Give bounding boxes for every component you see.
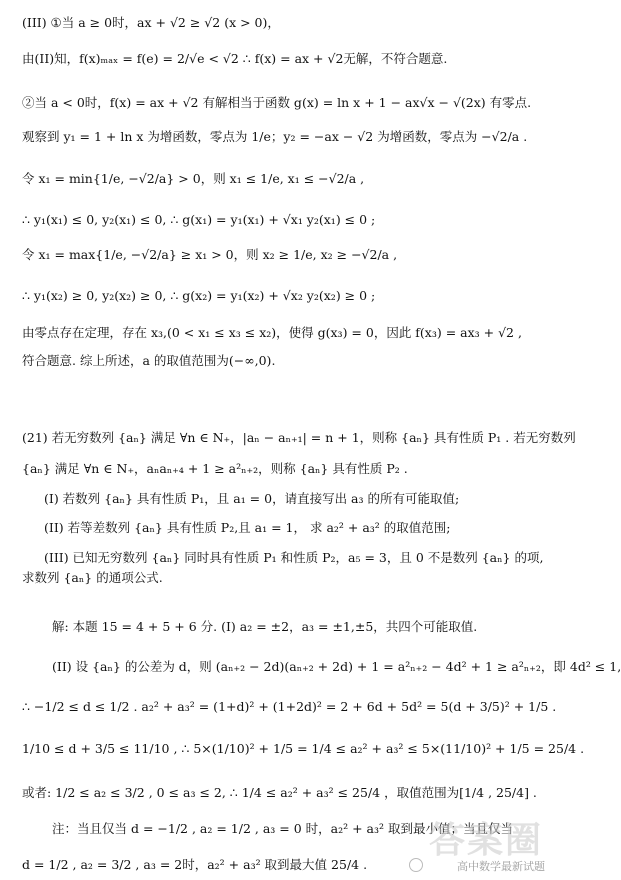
text-line-l20: 1/10 ≤ d + 3/5 ≤ 11/10 , ∴ 5×(1/10)² + 1/5 = 1/4 ≤ a₂² + a₃² ≤ 5×(11/10)² + 1/5 = 25/4 . xyxy=(22,741,585,756)
text-line-l4: 观察到 y₁ = 1 + ln x 为增函数，零点为 1/e；y₂ = −ax − √2 为增函数，零点为 −√2/a . xyxy=(22,129,528,144)
text-line-l12: {aₙ} 满足 ∀n ∈ N₊，aₙaₙ₊₄ + 1 ≥ a²ₙ₊₂，则称 {aₙ} 具有性质 P₂ . xyxy=(22,461,408,476)
watermark-logo-text: 答案圈 xyxy=(428,820,543,861)
text-line-l22: 注：当且仅当 d = −1/2 , a₂ = 1/2 , a₃ = 0 时，a₂² + a₃² 取到最小值；当且仅当 xyxy=(52,821,513,836)
text-line-l19: ∴ −1/2 ≤ d ≤ 1/2 . a₂² + a₃² = (1+d)² + (1+2d)² = 2 + 6d + 5d² = 5(d + 3/5)² + 1/5 . xyxy=(22,699,557,714)
watermark-caption: 高中数学最新试题 xyxy=(457,860,545,873)
text-line-l8: ∴ y₁(x₂) ≥ 0, y₂(x₂) ≥ 0, ∴ g(x₂) = y₁(x₂) + √x₂ y₂(x₂) ≥ 0 ; xyxy=(22,288,376,303)
text-line-l18: (II) 设 {aₙ} 的公差为 d，则 (aₙ₊₂ − 2d)(aₙ₊₂ + 2d) + 1 = a²ₙ₊₂ − 4d² + 1 ≥ a²ₙ₊₂，即 4d² ≤ 1, xyxy=(52,659,621,674)
text-line-l5: 令 x₁ = min{1/e, −√2/a} > 0，则 x₁ ≤ 1/e, x₁ ≤ −√2/a , xyxy=(22,171,365,186)
text-line-l3: ②当 a < 0时，f(x) = ax + √2 有解相当于函数 g(x) = ln x + 1 − ax√x − √(2x) 有零点. xyxy=(22,95,532,110)
text-line-l2: 由(II)知，f(x)ₘₐₓ = f(e) = 2/√e < √2 ∴ f(x) = ax + √2无解，不符合题意. xyxy=(22,51,448,66)
watermark xyxy=(401,812,551,874)
text-line-l7: 令 x₁ = max{1/e, −√2/a} ≥ x₁ > 0，则 x₂ ≥ 1/e, x₂ ≥ −√2/a , xyxy=(22,247,398,262)
text-line-l15: (III) 已知无穷数列 {aₙ} 同时具有性质 P₁ 和性质 P₂，a₅ = 3，且 0 不是数列 {aₙ} 的项, xyxy=(44,550,544,565)
text-line-l1: (III) ①当 a ≥ 0时，ax + √2 ≥ √2 (x > 0)， xyxy=(22,15,280,30)
text-line-l6: ∴ y₁(x₁) ≤ 0, y₂(x₁) ≤ 0, ∴ g(x₁) = y₁(x₁) + √x₁ y₂(x₁) ≤ 0 ; xyxy=(22,212,376,227)
text-line-l9: 由零点存在定理，存在 x₃,(0 < x₁ ≤ x₃ ≤ x₂)，使得 g(x₃) = 0，因此 f(x₃) = ax₃ + √2 , xyxy=(22,325,522,340)
text-line-l21: 或者: 1/2 ≤ a₂ ≤ 3/2 , 0 ≤ a₃ ≤ 2, ∴ 1/4 ≤ a₂² + a₃² ≤ 25/4 ，取值范围为[1/4 , 25/4] . xyxy=(22,785,537,800)
text-line-l16: 求数列 {aₙ} 的通项公式. xyxy=(22,570,163,585)
wechat-icon xyxy=(409,858,423,872)
text-line-l13: (I) 若数列 {aₙ} 具有性质 P₁，且 a₁ = 0，请直接写出 a₃ 的所有可能取值; xyxy=(44,491,460,506)
text-line-l17: 解: 本题 15 = 4 + 5 + 6 分. (I) a₂ = ±2，a₃ = ±1,±5，共四个可能取值. xyxy=(52,619,478,634)
text-line-l11: (21) 若无穷数列 {aₙ} 满足 ∀n ∈ N₊，|aₙ − aₙ₊₁| = n + 1，则称 {aₙ} 具有性质 P₁ . 若无穷数列 xyxy=(22,430,576,445)
text-line-l14: (II) 若等差数列 {aₙ} 具有性质 P₂,且 a₁ = 1， 求 a₂² + a₃² 的取值范围; xyxy=(44,520,451,535)
text-line-l10: 符合题意. 综上所述，a 的取值范围为(−∞,0). xyxy=(22,353,276,368)
text-line-l23: d = 1/2 , a₂ = 3/2 , a₃ = 2时，a₂² + a₃² 取到最大值 25/4 . xyxy=(22,857,368,872)
